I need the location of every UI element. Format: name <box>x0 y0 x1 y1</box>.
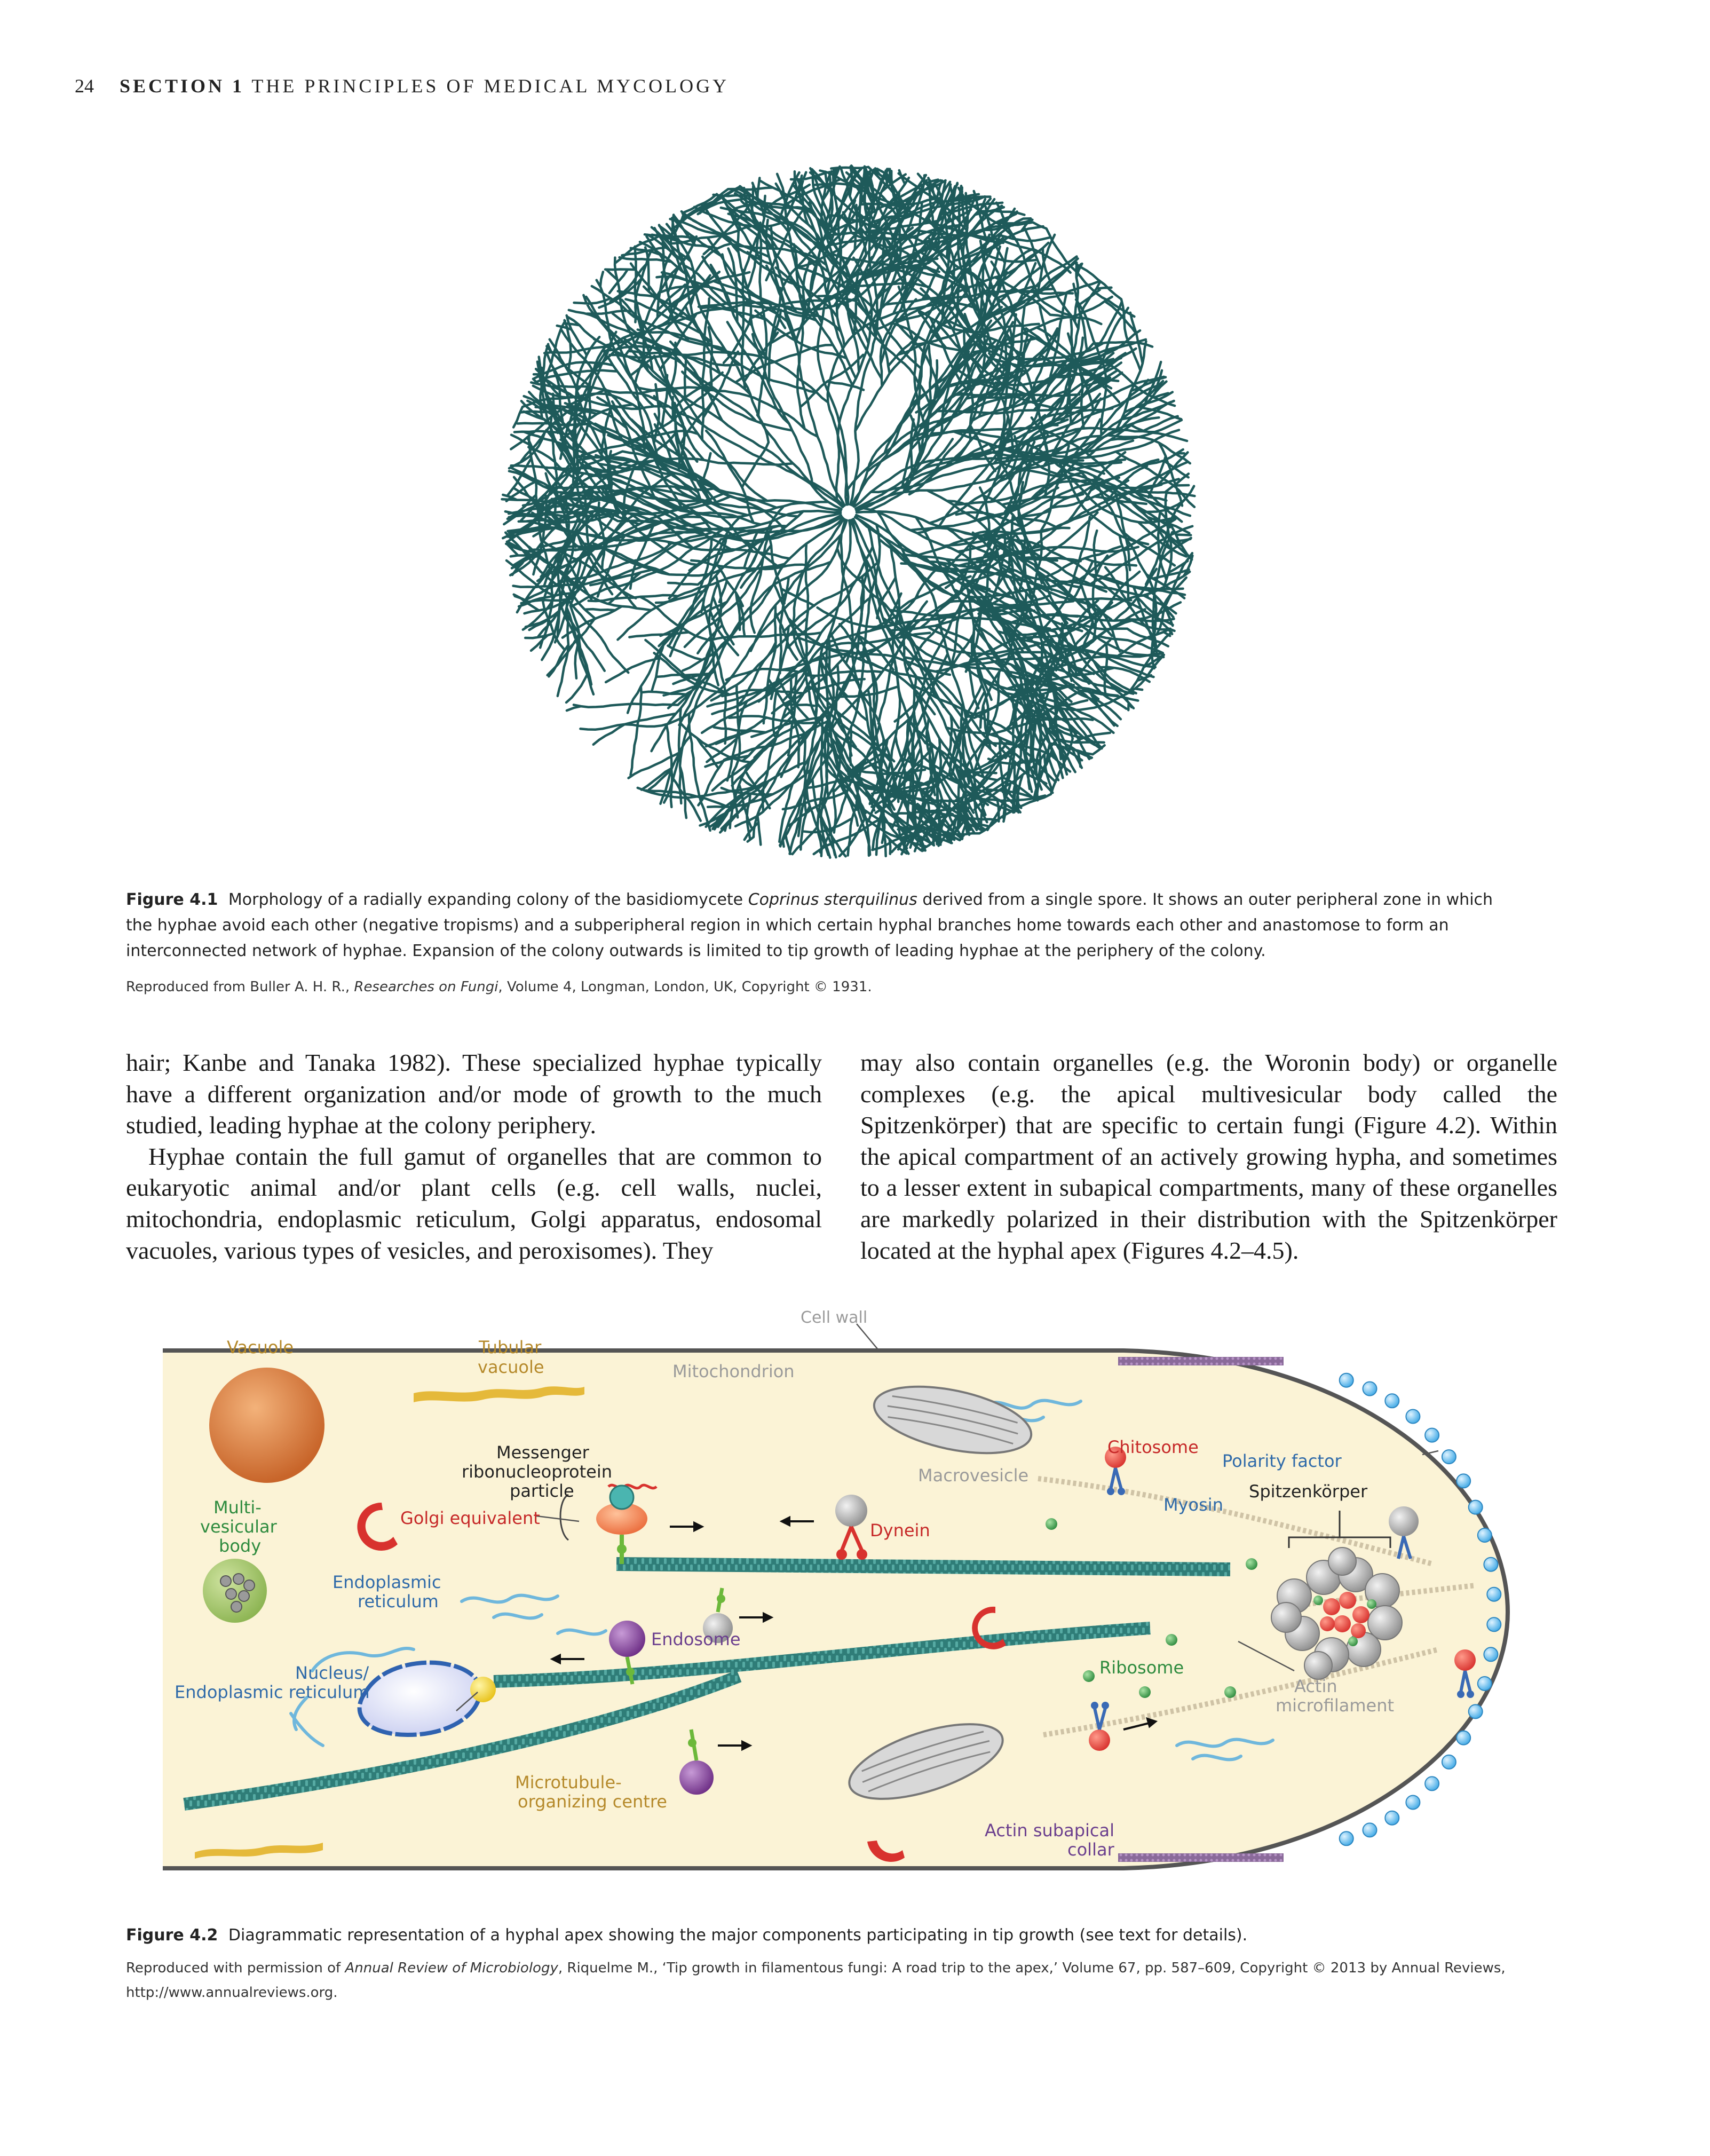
section-label: SECTION 1 <box>120 75 245 97</box>
label-mitochondrion: Mitochondrion <box>672 1361 795 1381</box>
colony-hyphae <box>502 165 1195 857</box>
polarity-factor-vesicle <box>1425 1776 1439 1790</box>
actin-subapical-collar-top <box>1118 1357 1284 1365</box>
polarity-factor-vesicle <box>1340 1831 1353 1845</box>
figure-4-1-colony-illustration <box>470 149 1228 865</box>
figure-4-1-caption-species: Coprinus sterquilinus <box>748 890 917 909</box>
label-endoplasmic-reticulum: Endoplasmic <box>332 1572 441 1592</box>
polarity-factor-vesicle <box>1406 1796 1420 1810</box>
body-paragraph: Hyphae contain the full gamut of organelles that are common to eukaryotic animal and/or plant cells (e.g. cell walls, nuclei, mitochondria, endoplasmic reticulum, Golgi apparatus, endosomal vacuoles, various types of vesicles, and peroxisomes). They <box>126 1142 822 1264</box>
label-tubular-vacuole: Tubular <box>479 1337 542 1357</box>
polarity-factor-vesicle <box>1469 1500 1483 1514</box>
polarity-factor-vesicle <box>1442 1755 1456 1769</box>
label-dynein: Dynein <box>870 1520 930 1541</box>
polarity-factor-vesicle <box>1469 1704 1483 1718</box>
label-endoplasmic-reticulum: reticulum <box>358 1591 439 1612</box>
label-vacuole: Vacuole <box>227 1337 294 1357</box>
label-mrnp: particle <box>510 1481 574 1501</box>
polarity-factor-vesicle <box>1363 1823 1377 1837</box>
running-head <box>75 75 729 97</box>
polarity-factor-vesicle <box>1487 1617 1501 1631</box>
label-actin-subapical-collar: collar <box>1067 1839 1114 1860</box>
figure-4-1-caption <box>126 887 1511 964</box>
figure-4-2-caption-text: Diagrammatic representation of a hyphal apex showing the major components participating in tip growth (see text for details). <box>228 1926 1248 1945</box>
multivesicular-body <box>203 1559 267 1623</box>
polarity-factor-vesicle <box>1484 1558 1498 1571</box>
polarity-factor-vesicle <box>1385 1394 1399 1408</box>
polarity-factor-vesicle <box>1406 1410 1420 1424</box>
page-number: 24 <box>75 75 94 97</box>
label-mtoc: Microtubule- <box>515 1772 622 1792</box>
label-myosin: Myosin <box>1163 1495 1223 1515</box>
label-cell-wall: Cell wall <box>801 1308 868 1327</box>
hypha-branches <box>502 165 1195 857</box>
figure-4-1-label: Figure 4.1 <box>126 890 218 909</box>
body-column-right <box>860 1047 1557 1266</box>
polarity-factor-vesicle <box>1487 1588 1501 1601</box>
label-multivesicular-body: Multi- <box>213 1497 262 1518</box>
figure-4-1-credit-b: , Volume 4, Longman, London, UK, Copyright © 1931. <box>498 979 872 995</box>
label-actin-microfilament: microfilament <box>1276 1695 1395 1716</box>
polarity-factor-vesicle <box>1456 1731 1470 1745</box>
figure-4-2-caption <box>126 1923 1511 1948</box>
body-paragraph: hair; Kanbe and Tanaka 1982). These specialized hyphae typically have a different organization and/or mode of growth to the much studied, leading hyphae at the colony periphery. <box>126 1049 822 1139</box>
body-column-left <box>126 1047 822 1266</box>
label-nucleus-er: Endoplasmic reticulum <box>175 1682 370 1702</box>
body-paragraph: may also contain organelles (e.g. the Woronin body) or organelle complexes (e.g. the apical multivesicular body called the Spitzenkörper) that are specific to certain fungi (Figure 4.2). Within the apical compartment of an actively growing hypha, and sometimes to a lesser extent in subapical compartments, many of these organelles are markedly polarized in their distribution with the Spitzenkörper located at the hyphal apex (Figures 4.2–4.5). <box>860 1049 1557 1264</box>
polarity-factor-vesicle <box>1363 1382 1377 1396</box>
label-ribosome: Ribosome <box>1099 1657 1184 1678</box>
label-mrnp: ribonucleoprotein <box>462 1462 612 1482</box>
microtubule-organizing-centre <box>470 1677 496 1702</box>
microtubule <box>616 1564 1230 1569</box>
figure-4-2-label: Figure 4.2 <box>126 1926 218 1945</box>
figure-4-1-caption-text-b: derived from a single spore. It shows an outer peripheral zone in which the hyphae avoid each other (negative tropisms) and a subperipheral region in which certain hyphal branches home towards each other and anastomose to form an interconnected network of hyphae. Expansion of the colony outwards is limited to tip growth of leading hyphae at the periphery of the colony. <box>126 890 1493 960</box>
label-actin-subapical-collar: Actin subapical <box>985 1820 1114 1841</box>
label-actin-microfilament: Actin <box>1294 1676 1337 1696</box>
figure-4-1-credit <box>126 975 1511 999</box>
section-title: THE PRINCIPLES OF MEDICAL MYCOLOGY <box>251 75 730 97</box>
polarity-factor-vesicle <box>1478 1677 1492 1691</box>
label-endosome: Endosome <box>651 1629 741 1649</box>
label-mtoc: organizing centre <box>518 1791 667 1812</box>
label-tubular-vacuole: vacuole <box>478 1357 544 1377</box>
figure-4-2-credit <box>126 1956 1511 2005</box>
actin-subapical-collar-bottom <box>1118 1853 1284 1862</box>
figure-4-2-credit-a: Reproduced with permission of <box>126 1960 345 1976</box>
label-multivesicular-body: vesicular <box>200 1517 277 1537</box>
label-polarity-factor: Polarity factor <box>1222 1451 1342 1471</box>
figure-4-2-credit-b: , Riquelme M., ‘Tip growth in filamentous fungi: A road trip to the apex,’ Volume 67, pp. 587–609, Copyright © 2013 by Annual Reviews, http://www.annualreviews.org. <box>126 1960 1506 2001</box>
polarity-factor-vesicle <box>1456 1474 1470 1488</box>
label-mrnp: Messenger <box>496 1442 589 1463</box>
polarity-factor-vesicle <box>1442 1450 1456 1464</box>
figure-4-1-credit-a: Reproduced from Buller A. H. R., <box>126 979 354 995</box>
label-chitosome: Chitosome <box>1107 1437 1199 1457</box>
label-nucleus-er: Nucleus/ <box>295 1663 369 1683</box>
figure-4-1-caption-text-a: Morphology of a radially expanding colony of the basidiomycete <box>228 890 748 909</box>
label-macrovesicle: Macrovesicle <box>918 1465 1029 1486</box>
vacuole <box>209 1368 324 1483</box>
figure-4-2-hyphal-apex-diagram <box>163 1308 1561 1911</box>
label-spitzenkorper: Spitzenkörper <box>1249 1481 1368 1502</box>
polarity-factor-vesicle <box>1478 1528 1492 1542</box>
polarity-factor-vesicle <box>1385 1811 1399 1825</box>
label-golgi-equivalent: Golgi equivalent <box>400 1508 540 1528</box>
label-multivesicular-body: body <box>219 1536 262 1556</box>
polarity-factor-vesicle <box>1425 1428 1439 1442</box>
polarity-factor-vesicle <box>1484 1647 1498 1661</box>
figure-4-2-credit-journal: Annual Review of Microbiology <box>345 1960 558 1976</box>
figure-4-1-credit-title: Researches on Fungi <box>354 979 498 995</box>
polarity-factor-vesicle <box>1340 1373 1353 1387</box>
